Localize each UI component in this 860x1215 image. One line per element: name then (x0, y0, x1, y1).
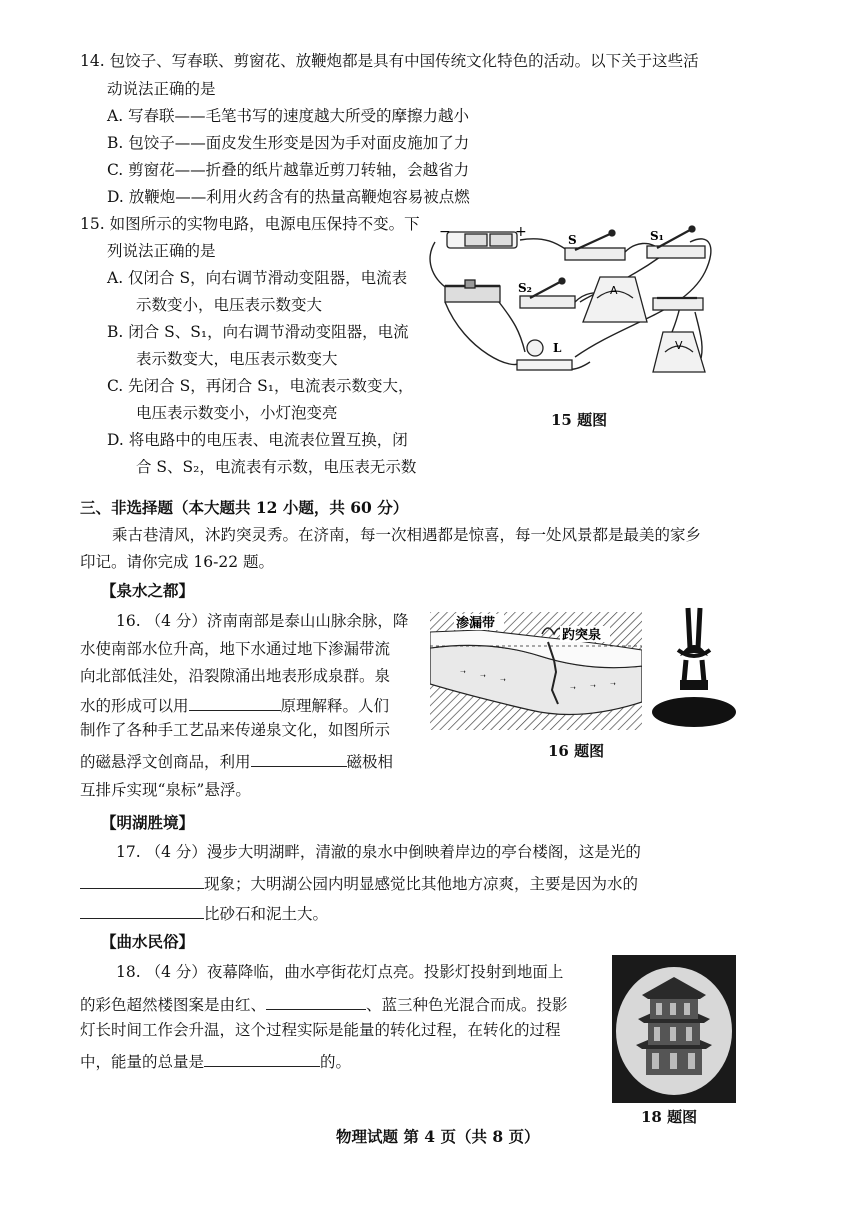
svg-text:➝: ➝ (610, 680, 616, 688)
q16-line1: 16. （4 分）济南南部是泰山山脉余脉，降 (116, 612, 409, 630)
q17-line3-after: 比砂石和泥土大。 (204, 905, 329, 923)
wire (445, 302, 520, 365)
q18-answer-blank-1[interactable] (266, 993, 366, 1010)
q18-line4-before: 中，能量的总量是 (80, 1053, 205, 1071)
battery-plus-label: + (515, 224, 527, 240)
q14-option-a: A. 写春联——毛笔书写的速度越大所受的摩擦力越小 (107, 107, 470, 125)
battery (447, 232, 517, 248)
q18-line3: 灯长时间工作会升温，这个过程实际是能量的转化过程，在转化的过程 (80, 1021, 561, 1039)
wire (430, 242, 450, 290)
svg-text:➝: ➝ (500, 676, 506, 684)
switch-s1-label: S₁ (650, 229, 664, 243)
q18-answer-blank-2[interactable] (204, 1050, 320, 1067)
q17-line1: 17. （4 分）漫步大明湖畔，清澈的泉水中倒映着岸边的亭台楼阁，这是光的 (116, 843, 641, 861)
battery-minus-label: − (439, 224, 451, 240)
q16-line4-after: 原理解释。人们 (280, 697, 390, 715)
q15-option-c-line1: C. 先闭合 S，再闭合 S₁，电流表示数变大， (107, 377, 414, 395)
rheostat (445, 280, 500, 302)
section-3-heading: 三、非选择题（本大题共 12 小题，共 60 分） (80, 498, 409, 517)
figure-15-caption: 15 题图 (551, 411, 608, 429)
q16-answer-blank-1[interactable] (189, 694, 281, 711)
q15-option-d-line1: D. 将电路中的电压表、电流表位置互换，闭 (107, 431, 408, 449)
baotu-spring-label: 趵突泉 (562, 628, 602, 643)
projection-photo (612, 955, 736, 1103)
q16-line3: 向北部低洼处，沿裂隙涌出地表形成泉群。泉 (80, 667, 391, 685)
q16-line6 (80, 750, 393, 772)
voltmeter-label: V (675, 339, 683, 352)
spring-cross-section (430, 612, 642, 730)
q17-answer-blank-2[interactable] (80, 902, 204, 919)
q16-line4-before: 水的形成可以用 (80, 697, 189, 715)
q15-option-b-line1: B. 闭合 S、S₁，向右调节滑动变阻器，电流 (107, 323, 409, 341)
q18-line2-before: 的彩色超然楼图案是由红、 (80, 996, 267, 1014)
svg-text:➝: ➝ (570, 684, 576, 692)
switch-extra (653, 298, 703, 310)
switch-s2-label: S₂ (518, 281, 532, 295)
q17-line2 (80, 872, 638, 894)
q16-line6-before: 的磁悬浮文创商品，利用 (80, 753, 251, 771)
q16-answer-blank-2[interactable] (251, 750, 347, 767)
magnetic-base (652, 697, 736, 727)
q16-line2: 水使南部水位升高，地下水通过地下渗漏带流 (80, 640, 391, 658)
q15-option-d-line2: 合 S、S₂，电流表有示数，电压表无示数 (136, 458, 417, 476)
svg-text:➝: ➝ (460, 668, 466, 676)
figure-18-caption: 18 题图 (641, 1108, 698, 1126)
q17-line2-after: 现象；大明湖公园内明显感觉比其他地方凉爽，主要是因为水的 (204, 875, 639, 893)
svg-text:➝: ➝ (480, 672, 486, 680)
q15-option-a-line1: A. 仅闭合 S，向右调节滑动变阻器，电流表 (107, 269, 408, 287)
maglev-monument (650, 604, 738, 732)
q15-stem-line1: 15. 如图所示的实物电路，电源电压保持不变。下 (80, 215, 420, 233)
q16-line4 (80, 694, 389, 716)
q16-line7: 互排斥实现“泉标”悬浮。 (80, 781, 251, 799)
lamp-label: L (553, 341, 562, 355)
q18-line4 (80, 1050, 351, 1072)
q18-line1: 18. （4 分）夜幕降临，曲水亭街花灯点亮。投影灯投射到地面上 (116, 963, 564, 981)
q14-stem-line1: 14. 包饺子、写春联、剪窗花、放鞭炮都是具有中国传统文化特色的活动。以下关于这些活 (80, 52, 699, 70)
q18-line4-after: 的。 (320, 1053, 352, 1071)
circuit-diagram (425, 212, 725, 392)
section-3-intro-line1: 乘古巷清风，沐趵突灵秀。在济南，每一次相遇都是惊喜，每一处风景都是最美的家乡 (112, 526, 702, 544)
page-footer: 物理试题 第 4 页（共 8 页） (336, 1127, 540, 1146)
lamp (517, 340, 572, 370)
ammeter-label: A (610, 284, 618, 297)
svg-text:➝: ➝ (590, 682, 596, 690)
q15-option-a-line2: 示数变小，电压表示数变大 (136, 296, 323, 314)
q18-line2-after: 、蓝三种色光混合而成。投影 (366, 996, 568, 1014)
voltmeter (653, 332, 705, 372)
q16-tag: 【泉水之都】 (101, 581, 195, 600)
q15-option-b-line2: 表示数变大，电压表示数变大 (136, 350, 338, 368)
q18-tag: 【曲水民俗】 (101, 932, 195, 951)
figure-16-caption: 16 题图 (548, 742, 605, 760)
q15-option-c-line2: 电压表示数变小，小灯泡变亮 (136, 404, 338, 422)
q15-stem-line2: 列说法正确的是 (107, 242, 216, 260)
q18-line2 (80, 993, 568, 1015)
q14-option-c: C. 剪窗花——折叠的纸片越靠近剪刀转轴，会越省力 (107, 161, 470, 179)
q17-tag: 【明湖胜境】 (101, 813, 195, 832)
q16-line6-after: 磁极相 (346, 753, 394, 771)
q17-answer-blank-1[interactable] (80, 872, 204, 889)
section-3-intro-line2: 印记。请你完成 16-22 题。 (80, 553, 275, 571)
q14-option-b: B. 包饺子——面皮发生形变是因为手对面皮施加了力 (107, 134, 470, 152)
seepage-zone-label: 渗漏带 (456, 616, 496, 631)
switch-s-label: S (568, 233, 577, 247)
q14-option-d: D. 放鞭炮——利用火药含有的热量高鞭炮容易被点燃 (107, 188, 470, 206)
q16-line5: 制作了各种手工艺品来传递泉文化，如图所示 (80, 721, 391, 739)
q14-stem-line2: 动说法正确的是 (107, 80, 216, 98)
q17-line3 (80, 902, 328, 924)
